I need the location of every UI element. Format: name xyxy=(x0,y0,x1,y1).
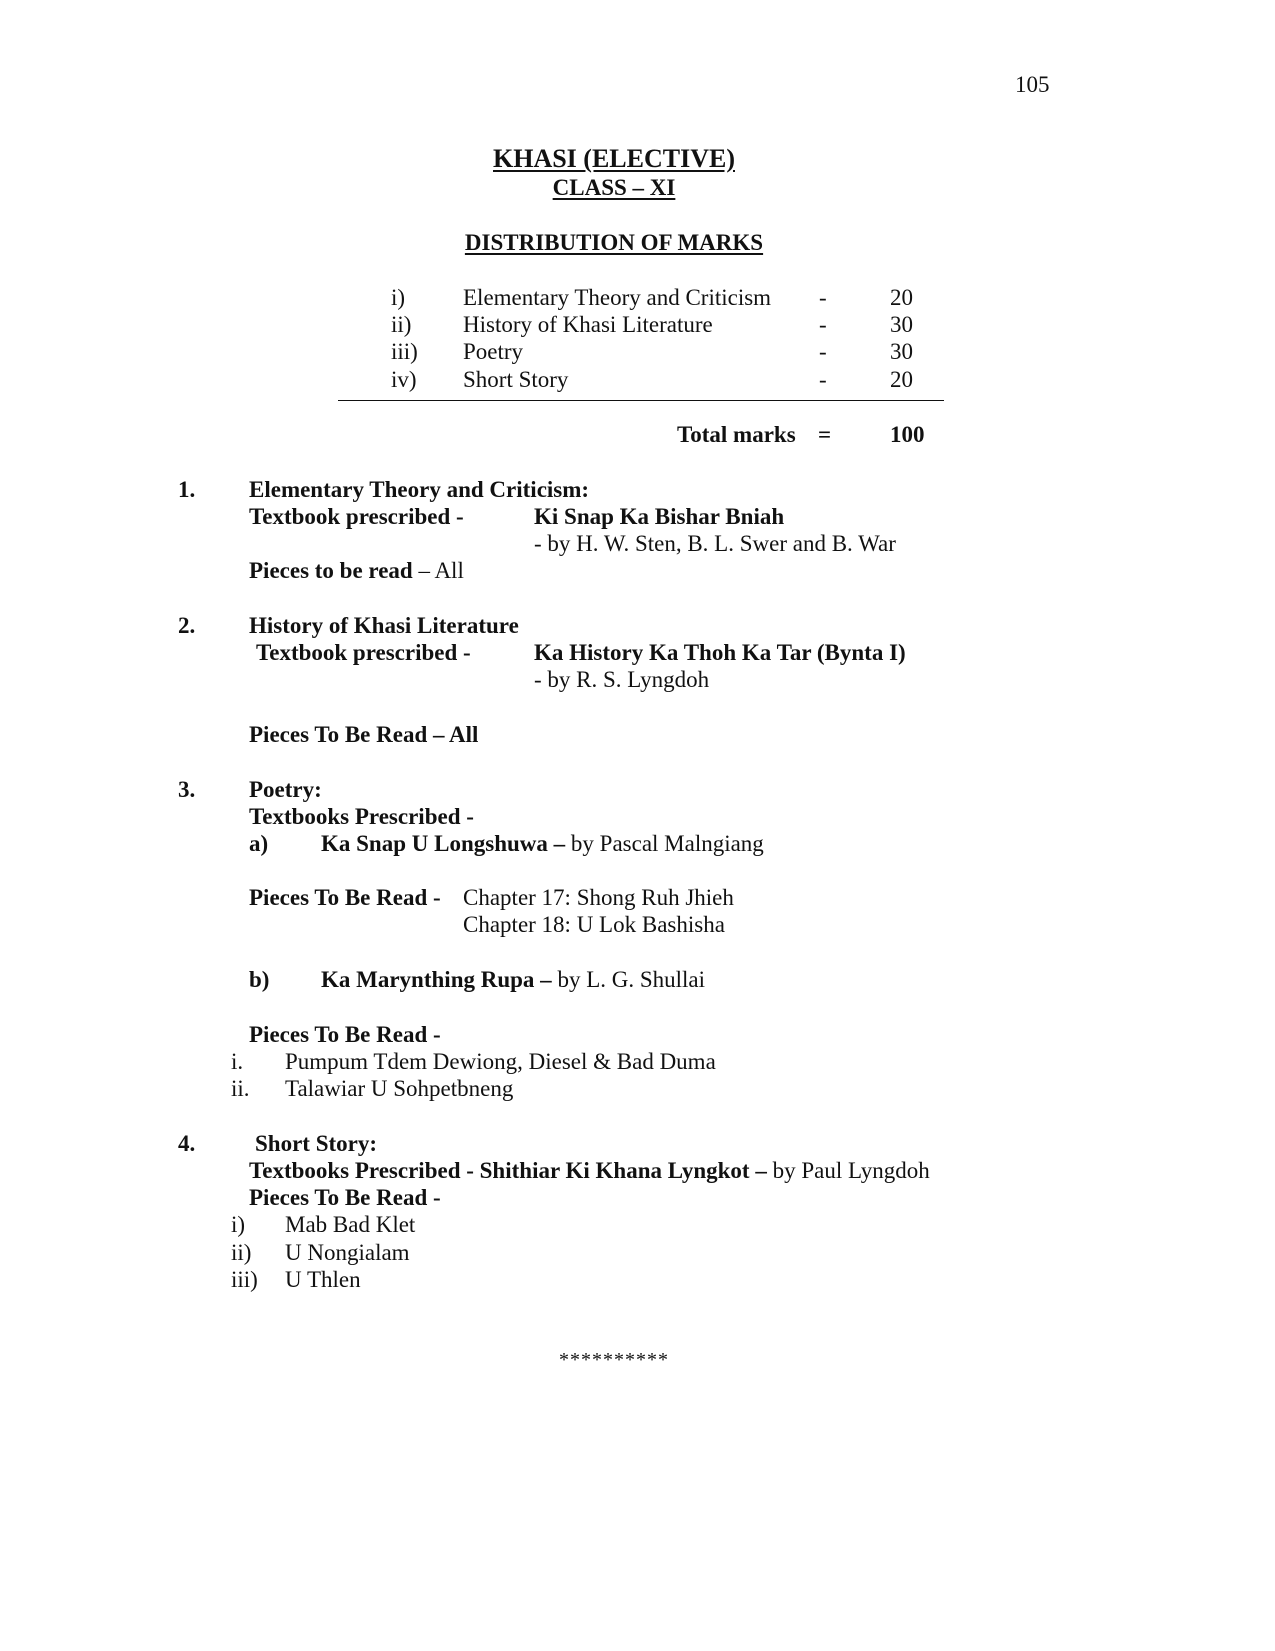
pieces-label: Pieces To Be Read - xyxy=(249,1185,441,1210)
textbook-title: Ka History Ka Thoh Ka Tar (Bynta I) xyxy=(534,640,906,665)
section-title: Short Story: xyxy=(255,1131,378,1156)
textbook-title: Ki Snap Ka Bishar Bniah xyxy=(534,504,785,529)
section-number: 3. xyxy=(178,777,196,802)
dist-label: Poetry xyxy=(463,339,524,364)
dist-marks: 30 xyxy=(890,339,913,364)
total-label: Total marks xyxy=(677,422,796,447)
dist-marks: 20 xyxy=(890,285,913,310)
dist-label: History of Khasi Literature xyxy=(463,312,713,337)
textbook-label: Textbook prescribed - xyxy=(249,504,464,529)
pieces-line xyxy=(249,557,464,585)
dist-num: iii) xyxy=(391,339,418,364)
textbook-label: Textbooks Prescribed - xyxy=(249,804,474,829)
dist-dash: - xyxy=(819,339,827,364)
list-item: U Nongialam xyxy=(285,1240,410,1265)
pieces-label: Pieces To Be Read - xyxy=(249,885,441,910)
item-label: b) xyxy=(249,967,270,992)
list-num: ii) xyxy=(231,1240,252,1265)
total-equals: = xyxy=(818,422,832,447)
total-value: 100 xyxy=(890,422,925,447)
section-title: Poetry: xyxy=(249,777,322,802)
list-num: iii) xyxy=(231,1267,258,1292)
list-item: Talawiar U Sohpetbneng xyxy=(285,1076,514,1101)
section-title: Elementary Theory and Criticism: xyxy=(249,477,590,502)
pieces-value: – All xyxy=(412,558,464,583)
section-number: 1. xyxy=(178,477,196,502)
section-number: 2. xyxy=(178,613,196,638)
list-num: i. xyxy=(231,1049,244,1074)
textbook-author: by L. G. Shullai xyxy=(551,967,706,992)
footer-separator: ********** xyxy=(559,1349,669,1371)
textbook-author: - by H. W. Sten, B. L. Swer and B. War xyxy=(534,531,896,556)
textbook-author: by Paul Lyngdoh xyxy=(766,1158,930,1183)
page-number: 105 xyxy=(1015,72,1050,97)
pieces-line: Pieces To Be Read – All xyxy=(249,722,479,747)
chapter-item: Chapter 17: Shong Ruh Jhieh xyxy=(463,885,734,910)
textbook-entry xyxy=(321,830,764,858)
dist-marks: 20 xyxy=(890,367,913,392)
textbook-entry xyxy=(249,1157,930,1185)
section-title: History of Khasi Literature xyxy=(249,613,519,638)
dist-dash: - xyxy=(819,312,827,337)
dist-dash: - xyxy=(819,367,827,392)
textbook-title: Textbooks Prescribed - Shithiar Ki Khana Lyngkot – xyxy=(249,1158,767,1183)
textbook-author: - by R. S. Lyngdoh xyxy=(534,667,710,692)
textbook-title: Ka Marynthing Rupa – xyxy=(321,967,552,992)
dist-num: ii) xyxy=(391,312,412,337)
item-label: a) xyxy=(249,831,269,856)
distribution-heading: DISTRIBUTION OF MARKS xyxy=(464,230,764,255)
list-item: Pumpum Tdem Dewiong, Diesel & Bad Duma xyxy=(285,1049,716,1074)
textbook-title: Ka Snap U Longshuwa – xyxy=(321,831,566,856)
list-num: i) xyxy=(231,1212,246,1237)
divider-line xyxy=(338,400,944,401)
dist-dash: - xyxy=(819,285,827,310)
textbook-entry xyxy=(321,966,705,994)
document-title: KHASI (ELECTIVE) xyxy=(493,144,735,173)
pieces-label: Pieces to be read xyxy=(249,558,413,583)
dist-label: Elementary Theory and Criticism xyxy=(463,285,772,310)
list-item: U Thlen xyxy=(285,1267,361,1292)
textbook-author: by Pascal Malngiang xyxy=(565,831,764,856)
dist-num: i) xyxy=(391,285,406,310)
dist-label: Short Story xyxy=(463,367,569,392)
dist-marks: 30 xyxy=(890,312,913,337)
dist-num: iv) xyxy=(391,367,417,392)
class-heading: CLASS – XI xyxy=(552,175,676,200)
section-number: 4. xyxy=(178,1131,196,1156)
list-num: ii. xyxy=(231,1076,250,1101)
list-item: Mab Bad Klet xyxy=(285,1212,416,1237)
chapter-item: Chapter 18: U Lok Bashisha xyxy=(463,912,725,937)
textbook-label: Textbook prescribed - xyxy=(256,640,471,665)
pieces-label: Pieces To Be Read - xyxy=(249,1022,441,1047)
